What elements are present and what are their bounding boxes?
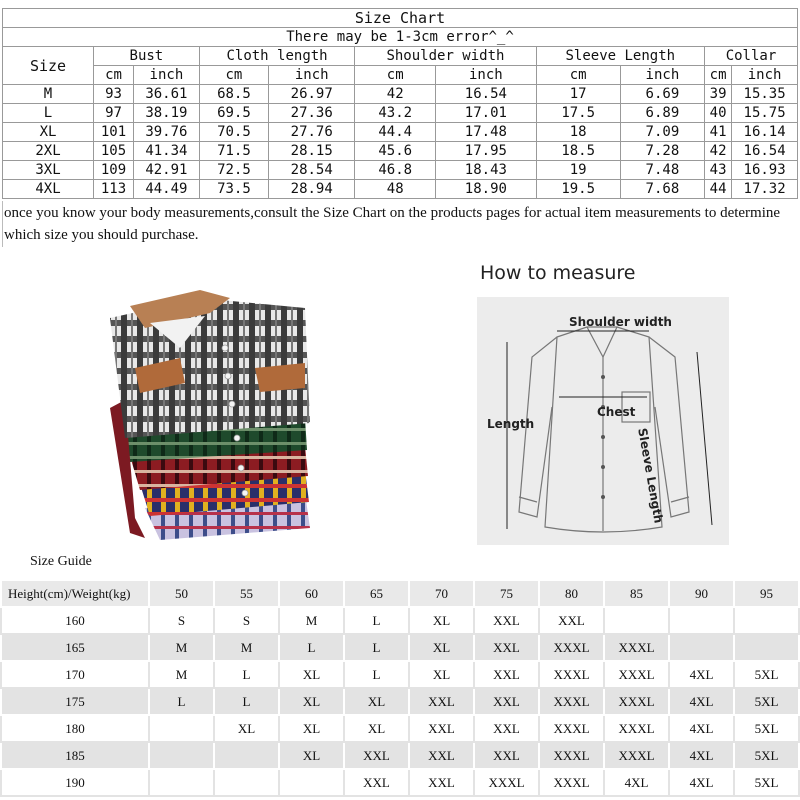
measurement-cell: 93 (94, 85, 134, 104)
guide-size-cell: L (344, 661, 409, 688)
guide-size-cell: XL (344, 715, 409, 742)
size-chart-row (3, 123, 798, 142)
cloth-length-header: Cloth length (199, 47, 355, 66)
measurement-cell: 71.5 (199, 142, 268, 161)
unit-header: cm (199, 66, 268, 85)
measurement-cell: 18.90 (436, 180, 536, 199)
weight-header: 70 (409, 580, 474, 607)
weight-header: 50 (149, 580, 214, 607)
guide-size-cell: S (149, 607, 214, 634)
measurement-cell: 6.89 (620, 104, 704, 123)
height-cell: 165 (1, 634, 149, 661)
shoulder-width-header: Shoulder width (355, 47, 536, 66)
weight-header: 80 (539, 580, 604, 607)
bust-header: Bust (94, 47, 200, 66)
guide-row (1, 742, 799, 769)
measurement-cell: 18 (536, 123, 620, 142)
guide-row (1, 688, 799, 715)
guide-size-cell: L (214, 688, 279, 715)
guide-size-cell: XL (409, 661, 474, 688)
measurement-cell: 28.94 (269, 180, 355, 199)
measurement-cell: 45.6 (355, 142, 436, 161)
guide-size-cell: XXL (344, 742, 409, 769)
guide-size-cell: XXL (474, 715, 539, 742)
guide-size-cell: XXXL (539, 661, 604, 688)
guide-row (1, 715, 799, 742)
guide-size-cell: L (214, 661, 279, 688)
size-chart-row (3, 142, 798, 161)
guide-size-cell: 5XL (734, 661, 799, 688)
guide-size-cell: 4XL (669, 688, 734, 715)
size-note: once you know your body measurements,consult the Size Chart on the products pages for actual item measurements to determine which size you should purchase. (4, 205, 781, 243)
measurement-cell: 44.4 (355, 123, 436, 142)
height-cell: 185 (1, 742, 149, 769)
sleeve-length-header: Sleeve Length (536, 47, 704, 66)
size-guide-table (0, 579, 800, 797)
measurement-cell: 7.68 (620, 180, 704, 199)
guide-size-cell (279, 769, 344, 796)
guide-size-cell (669, 634, 734, 661)
measurement-cell: 41.34 (134, 142, 200, 161)
measurement-cell: 16.54 (436, 85, 536, 104)
measure-diagram (477, 297, 729, 545)
guide-size-cell: XXL (539, 607, 604, 634)
size-cell: L (3, 104, 94, 123)
measurement-cell: 73.5 (199, 180, 268, 199)
guide-size-cell: M (279, 607, 344, 634)
measurement-cell: 28.15 (269, 142, 355, 161)
guide-size-cell: 4XL (669, 715, 734, 742)
measurement-cell: 17.5 (536, 104, 620, 123)
guide-size-cell: XL (409, 634, 474, 661)
guide-size-cell: XXXL (604, 634, 669, 661)
guide-size-cell: 5XL (734, 769, 799, 796)
guide-size-cell: 5XL (734, 742, 799, 769)
size-cell: 4XL (3, 180, 94, 199)
measurement-cell: 26.97 (269, 85, 355, 104)
unit-header: cm (355, 66, 436, 85)
weight-header: 75 (474, 580, 539, 607)
measurement-cell: 7.48 (620, 161, 704, 180)
measurement-cell: 19 (536, 161, 620, 180)
measurement-cell: 41 (705, 123, 732, 142)
guide-size-cell: 4XL (669, 769, 734, 796)
weight-header: 85 (604, 580, 669, 607)
guide-size-cell (214, 742, 279, 769)
guide-row (1, 607, 799, 634)
size-cell: M (3, 85, 94, 104)
unit-header: inch (732, 66, 798, 85)
guide-size-cell: XXXL (604, 742, 669, 769)
guide-size-cell (214, 769, 279, 796)
shoulder-width-label: Shoulder width (569, 315, 672, 329)
size-guide-title: Size Guide (30, 554, 92, 569)
guide-size-cell: XXXL (604, 661, 669, 688)
guide-size-cell: L (149, 688, 214, 715)
guide-size-cell: XXXL (604, 715, 669, 742)
size-cell: 2XL (3, 142, 94, 161)
guide-size-cell (669, 607, 734, 634)
measurement-cell: 113 (94, 180, 134, 199)
unit-header: cm (94, 66, 134, 85)
measurement-cell: 17 (536, 85, 620, 104)
guide-size-cell: M (214, 634, 279, 661)
unit-header: cm (536, 66, 620, 85)
guide-header-row (1, 580, 799, 607)
measurement-cell: 15.35 (732, 85, 798, 104)
measurement-cell: 42 (705, 142, 732, 161)
measurement-cell: 27.76 (269, 123, 355, 142)
guide-size-cell: XXL (474, 634, 539, 661)
guide-size-cell (149, 742, 214, 769)
measurement-cell: 17.95 (436, 142, 536, 161)
shirt-stack-image (105, 288, 315, 543)
guide-size-cell: XXL (474, 661, 539, 688)
measurement-cell: 7.28 (620, 142, 704, 161)
unit-header: inch (134, 66, 200, 85)
measurement-cell: 39.76 (134, 123, 200, 142)
size-cell: XL (3, 123, 94, 142)
weight-header: 95 (734, 580, 799, 607)
measurement-cell: 27.36 (269, 104, 355, 123)
measurement-cell: 36.61 (134, 85, 200, 104)
guide-size-cell: XL (344, 688, 409, 715)
guide-size-cell: XXXL (604, 688, 669, 715)
guide-size-cell: 4XL (669, 742, 734, 769)
guide-size-cell: L (279, 634, 344, 661)
size-chart-title: Size Chart (3, 9, 798, 28)
guide-size-cell (734, 634, 799, 661)
measurement-cell: 16.93 (732, 161, 798, 180)
size-cell: 3XL (3, 161, 94, 180)
weight-header: 55 (214, 580, 279, 607)
measurement-cell: 17.32 (732, 180, 798, 199)
weight-header: 60 (279, 580, 344, 607)
measurement-cell: 109 (94, 161, 134, 180)
guide-size-cell: 5XL (734, 688, 799, 715)
measurement-cell: 19.5 (536, 180, 620, 199)
measurement-cell: 46.8 (355, 161, 436, 180)
measurement-cell: 7.09 (620, 123, 704, 142)
collar-header: Collar (705, 47, 798, 66)
size-chart-row (3, 180, 798, 199)
guide-size-cell: XL (279, 742, 344, 769)
guide-size-cell: XL (214, 715, 279, 742)
guide-size-cell: XXL (344, 769, 409, 796)
size-chart-subtitle: There may be 1-3cm error^_^ (3, 28, 798, 47)
height-cell: 190 (1, 769, 149, 796)
guide-size-cell: XXXL (539, 715, 604, 742)
guide-size-cell: XL (279, 688, 344, 715)
height-weight-header: Height(cm)/Weight(kg) (1, 580, 149, 607)
measurement-cell: 38.19 (134, 104, 200, 123)
guide-row (1, 634, 799, 661)
guide-size-cell: S (214, 607, 279, 634)
guide-size-cell: XL (279, 661, 344, 688)
height-cell: 180 (1, 715, 149, 742)
guide-size-cell: 4XL (669, 661, 734, 688)
size-column-header: Size (3, 47, 94, 85)
measurement-cell: 18.43 (436, 161, 536, 180)
measurement-cell: 44.49 (134, 180, 200, 199)
weight-header: 65 (344, 580, 409, 607)
measurement-cell: 97 (94, 104, 134, 123)
size-chart-row (3, 85, 798, 104)
guide-size-cell: XL (409, 607, 474, 634)
unit-header: inch (436, 66, 536, 85)
measurement-cell: 69.5 (199, 104, 268, 123)
unit-header: inch (269, 66, 355, 85)
sleeve-length-label: Sleeve Length (635, 427, 666, 525)
guide-size-cell (734, 607, 799, 634)
length-label: Length (487, 417, 535, 431)
guide-size-cell: XXXL (539, 742, 604, 769)
height-cell: 175 (1, 688, 149, 715)
measurement-cell: 40 (705, 104, 732, 123)
measurement-cell: 42 (355, 85, 436, 104)
weight-header: 90 (669, 580, 734, 607)
guide-size-cell: XXL (474, 607, 539, 634)
measurement-cell: 18.5 (536, 142, 620, 161)
guide-size-cell: M (149, 661, 214, 688)
measurement-cell: 43 (705, 161, 732, 180)
note-divider (2, 201, 3, 247)
height-cell: 160 (1, 607, 149, 634)
unit-header: inch (620, 66, 704, 85)
measurement-cell: 43.2 (355, 104, 436, 123)
guide-size-cell: XXL (409, 688, 474, 715)
measurement-cell: 17.48 (436, 123, 536, 142)
guide-size-cell (149, 715, 214, 742)
size-chart-table (2, 8, 798, 199)
unit-header: cm (705, 66, 732, 85)
guide-size-cell: L (344, 634, 409, 661)
measurement-cell: 72.5 (199, 161, 268, 180)
guide-size-cell: 4XL (604, 769, 669, 796)
measurement-cell: 6.69 (620, 85, 704, 104)
guide-size-cell: XL (279, 715, 344, 742)
measurement-cell: 28.54 (269, 161, 355, 180)
size-chart-row (3, 161, 798, 180)
measurement-cell: 15.75 (732, 104, 798, 123)
guide-row (1, 769, 799, 796)
measurement-cell: 101 (94, 123, 134, 142)
guide-size-cell: XXL (474, 742, 539, 769)
measurement-cell: 17.01 (436, 104, 536, 123)
measurement-cell: 105 (94, 142, 134, 161)
guide-size-cell: 5XL (734, 715, 799, 742)
guide-size-cell (149, 769, 214, 796)
guide-size-cell: XXL (409, 769, 474, 796)
guide-size-cell: M (149, 634, 214, 661)
guide-size-cell: XXXL (474, 769, 539, 796)
guide-size-cell: XXXL (539, 634, 604, 661)
guide-size-cell: XXL (474, 688, 539, 715)
size-chart-row (3, 104, 798, 123)
guide-size-cell: XXXL (539, 688, 604, 715)
guide-size-cell: L (344, 607, 409, 634)
measurement-cell: 48 (355, 180, 436, 199)
measurement-cell: 16.54 (732, 142, 798, 161)
measurement-cell: 42.91 (134, 161, 200, 180)
guide-size-cell: XXL (409, 742, 474, 769)
height-cell: 170 (1, 661, 149, 688)
measurement-cell: 70.5 (199, 123, 268, 142)
guide-size-cell: XXXL (539, 769, 604, 796)
measurement-cell: 39 (705, 85, 732, 104)
chest-label: Chest (597, 405, 636, 419)
guide-row (1, 661, 799, 688)
guide-size-cell: XXL (409, 715, 474, 742)
measurement-cell: 68.5 (199, 85, 268, 104)
how-to-measure-title: How to measure (480, 262, 636, 284)
measurement-cell: 44 (705, 180, 732, 199)
measurement-cell: 16.14 (732, 123, 798, 142)
guide-size-cell (604, 607, 669, 634)
